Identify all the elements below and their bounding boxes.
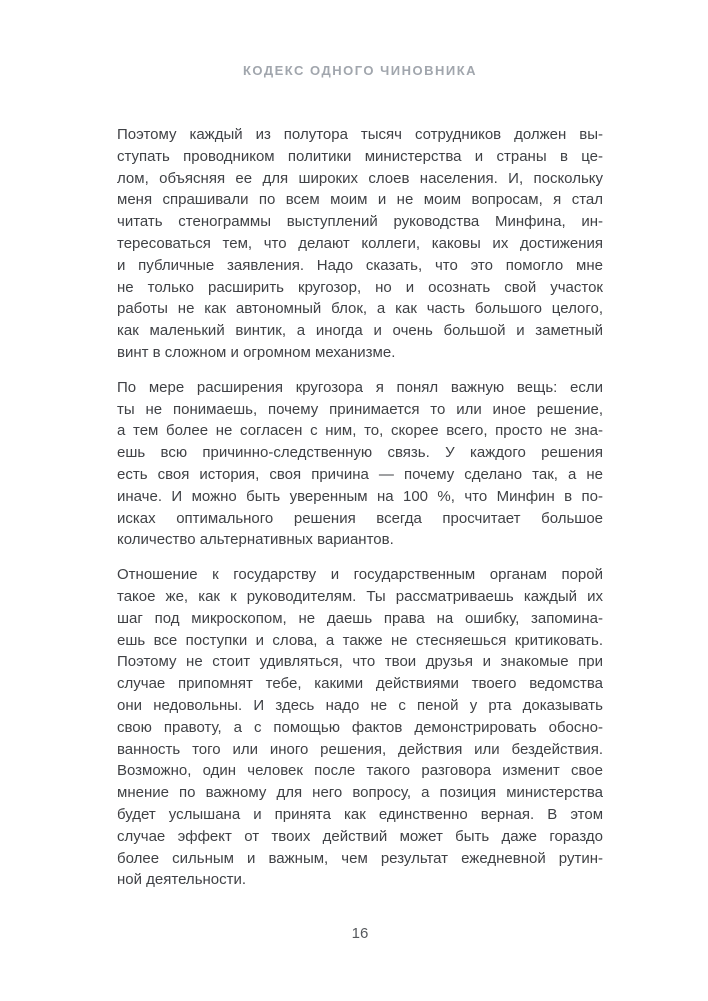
paragraph	[117, 377, 603, 551]
text-line: есть своя история, своя причина — почему сделано так, а не	[117, 465, 603, 483]
text-line: более сильным и важным, чем результат ежедневной рутин-	[117, 849, 603, 867]
text-line: не только расширить кругозор, но и осознать свой участок	[117, 278, 603, 296]
text-line: Поэтому не стоит удивляться, что твои друзья и знакомые при	[117, 653, 603, 671]
text-line: работы не как автономный блок, а как часть большого целого,	[117, 300, 603, 318]
text-line: читать стенограммы выступлений руководства Минфина, ин-	[117, 213, 603, 231]
text-line: такое же, как к руководителям. Ты рассматриваешь каждый их	[117, 587, 603, 605]
text-line: ступать проводником политики министерства и страны в це-	[117, 147, 603, 165]
text-line: По мере расширения кругозора я понял важную вещь: если	[117, 378, 603, 396]
text-line: Поэтому каждый из полутора тысяч сотрудников должен вы-	[117, 126, 603, 143]
text-line: шаг под микроскопом, не даешь права на ошибку, запомина-	[117, 609, 603, 627]
page-body-text	[117, 124, 603, 891]
running-head: КОДЕКС ОДНОГО ЧИНОВНИКА	[242, 63, 478, 78]
text-line: как маленький винтик, а иногда и очень большой и заметный	[117, 322, 603, 340]
text-line: и публичные заявления. Надо сказать, что это помогло мне	[117, 256, 603, 274]
text-line: ешь всю причинно-следственную связь. У каждого решения	[117, 444, 603, 462]
text-line: ты не понимаешь, почему принимается то или иное решение,	[117, 400, 603, 418]
text-line: Возможно, один человек после такого разговора изменит свое	[117, 762, 603, 780]
text-line: винт в сложном и огромном механизме.	[117, 343, 396, 361]
text-line: ванность того или иного решения, действия или бездействия.	[117, 740, 603, 758]
text-line: они недовольны. И здесь надо не с пеной у рта доказывать	[117, 696, 603, 714]
text-line: лом, объясняя ее для широких слоев населения. И, поскольку	[117, 169, 603, 187]
text-line: случае припомнят тебе, какими действиями твоего ведомства	[117, 675, 603, 693]
text-line: исках оптимального решения всегда просчитает большое	[117, 509, 603, 527]
text-line: меня спрашивали по всем моим и не моим вопросам, я стал	[117, 191, 603, 209]
text-line: ной деятельности.	[117, 871, 247, 889]
text-line: случае эффект от твоих действий может быть даже гораздо	[117, 827, 603, 845]
paragraph	[117, 124, 603, 364]
text-line: а тем более не согласен с ним, то, скорее всего, просто не зна-	[117, 422, 603, 440]
text-line: иначе. И можно быть уверенным на 100 %, что Минфин в по-	[117, 487, 603, 505]
text-line: количество альтернативных вариантов.	[117, 531, 394, 549]
text-line: ешь все поступки и слова, а также не стесняешься критиковать.	[117, 631, 603, 649]
text-line: будет услышана и принята как единственно верная. В этом	[117, 805, 603, 823]
text-line: свою правоту, а с помощью фактов демонстрировать обосно-	[117, 718, 603, 736]
page-number: 16	[351, 925, 369, 942]
text-line: Отношение к государству и государственным органам порой	[117, 566, 603, 584]
text-line: тересоваться тем, что делают коллеги, каковы их достижения	[117, 234, 603, 252]
text-line: мнение по важному для него вопросу, а позиция министерства	[117, 784, 603, 802]
paragraph	[117, 564, 603, 891]
